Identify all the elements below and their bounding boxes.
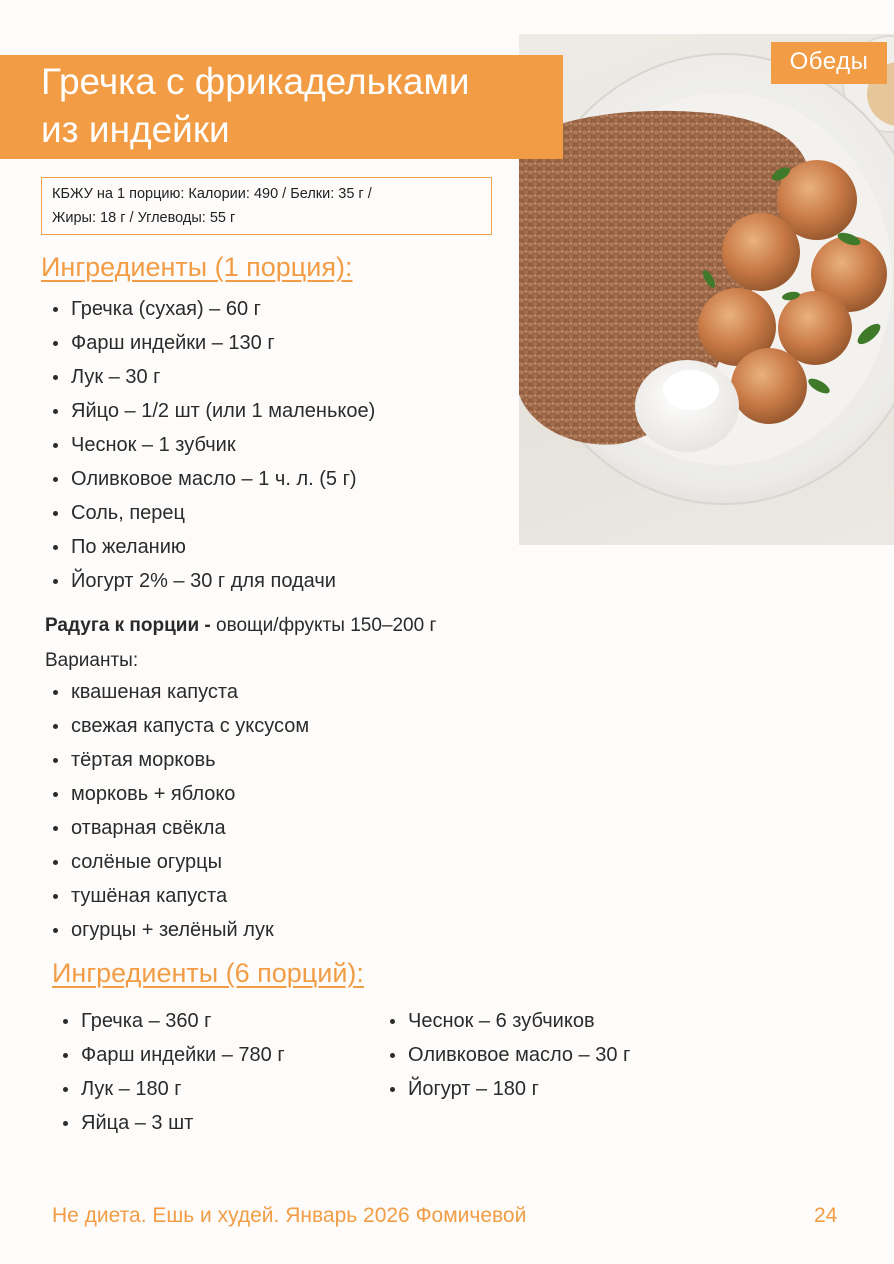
footer-text: Не диета. Ешь и худей. Январь 2026 Фомичевой: [52, 1204, 527, 1227]
six-portion-list-right: [382, 1004, 630, 1106]
list-item: морковь + яблоко: [45, 777, 309, 811]
dish-photo: [519, 34, 894, 545]
list-item: Лук – 180 г: [55, 1072, 285, 1106]
page-number: 24: [814, 1204, 838, 1227]
nutrition-line-1: КБЖУ на 1 порцию: Калории: 490 / Белки: 35 г /: [52, 186, 372, 202]
list-item: тушёная капуста: [45, 879, 309, 913]
list-item: Чеснок – 6 зубчиков: [382, 1004, 630, 1038]
list-item: Гречка – 360 г: [55, 1004, 285, 1038]
list-item: Лук – 30 г: [45, 360, 375, 394]
list-item: отварная свёкла: [45, 811, 309, 845]
variants-label: Варианты:: [45, 650, 139, 671]
list-item: огурцы + зелёный лук: [45, 913, 309, 947]
list-item: Чеснок – 1 зубчик: [45, 428, 375, 462]
list-item: Фарш индейки – 780 г: [55, 1038, 285, 1072]
list-item: квашеная капуста: [45, 675, 309, 709]
recipe-title: [41, 58, 470, 154]
category-badge: Обеды: [771, 42, 887, 84]
variants-list: [45, 675, 309, 947]
rainbow-label: Радуга к порции -: [45, 615, 211, 636]
list-item: Соль, перец: [45, 496, 375, 530]
list-item: солёные огурцы: [45, 845, 309, 879]
rainbow-line: [45, 612, 436, 640]
list-item: свежая капуста с уксусом: [45, 709, 309, 743]
recipe-title-line-1: Гречка с фрикадельками: [41, 61, 470, 102]
six-portion-list-left: [55, 1004, 285, 1140]
list-item: Оливковое масло – 30 г: [382, 1038, 630, 1072]
list-item: Фарш индейки – 130 г: [45, 326, 375, 360]
dish-illustration: [519, 34, 894, 545]
six-portion-heading: Ингредиенты (6 порций):: [52, 958, 364, 988]
rainbow-text: овощи/фрукты 150–200 г: [210, 615, 437, 636]
recipe-title-line-2: из индейки: [41, 109, 230, 150]
list-item: Яйцо – 1/2 шт (или 1 маленькое): [45, 394, 375, 428]
list-item: Яйца – 3 шт: [55, 1106, 285, 1140]
list-item: Гречка (сухая) – 60 г: [45, 292, 375, 326]
list-item: По желанию: [45, 530, 375, 564]
nutrition-line-2: Жиры: 18 г / Углеводы: 55 г: [52, 210, 236, 226]
title-banner: [0, 55, 563, 159]
single-portion-heading: Ингредиенты (1 порция):: [41, 252, 353, 282]
single-portion-ingredient-list: [45, 292, 375, 598]
list-item: тёртая морковь: [45, 743, 309, 777]
nutrition-box: [41, 177, 492, 235]
list-item: Йогурт 2% – 30 г для подачи: [45, 564, 375, 598]
list-item: Оливковое масло – 1 ч. л. (5 г): [45, 462, 375, 496]
list-item: Йогурт – 180 г: [382, 1072, 630, 1106]
